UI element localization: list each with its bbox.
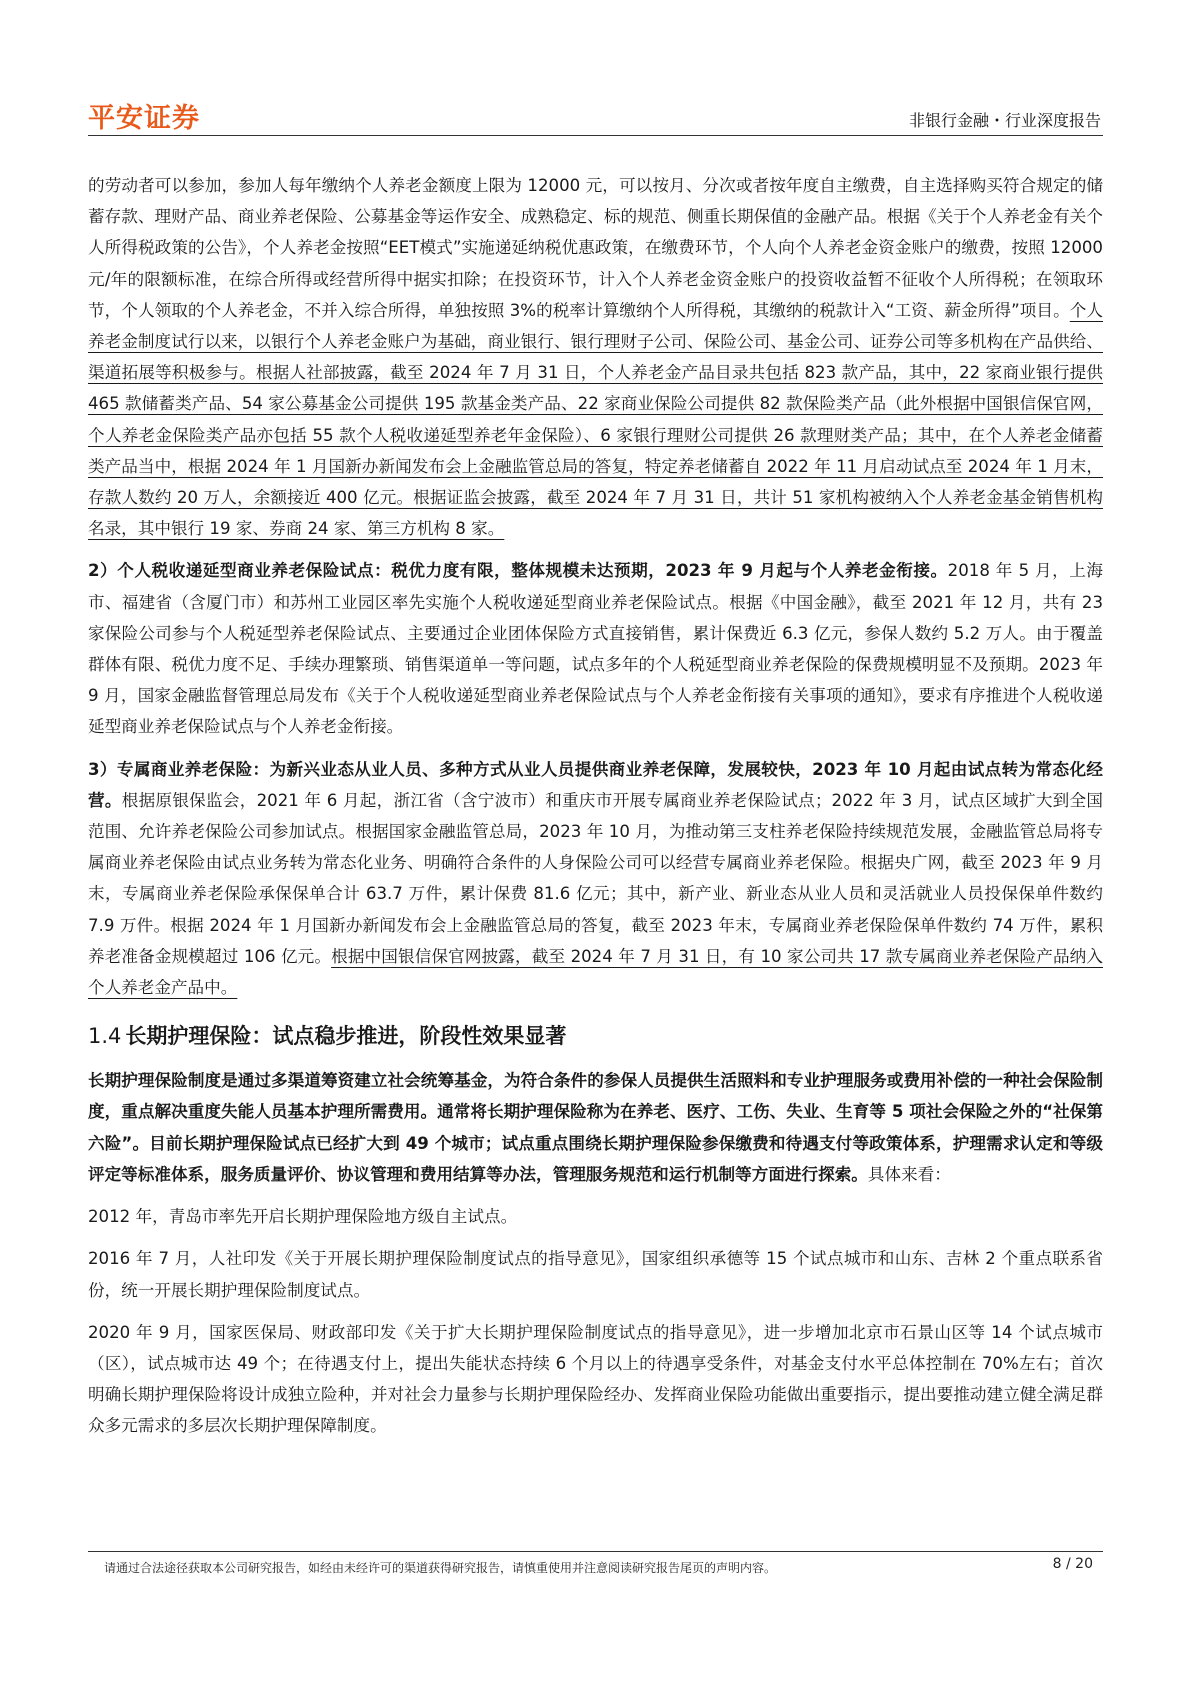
underlined-text: 个人养老金制度试行以来，以银行个人养老金账户为基础，商业银行、银行理财子公司、保险公司、基金公司、证券公司等多机构在产品供给、渠道拓展等积极参与。根据人社部披露，截至 2024 年 7 月 31 日，个人养老金产品目录共包括 823 款产品，其中，22 家商业银行提供 465 款储蓄类产品、54 家公募基金公司提供 195 款基金类产品、22 家商业保险公司提供 82 款保险类产品（此外根据中国银信保官网，个人养老金保险类产品亦包括 55 款个人税收递延型养老年金保险）、6 家银行理财公司提供 26 款理财类产品；其中，在个人养老金储蓄类产品当中，根据 2024 年 1 月国新办新闻发布会上金融监管总局的答复，特定养老储蓄自 2022 年 11 月启动试点至 2024 年 1 月末，存款人数约 20 万人，余额接近 400 亿元。根据证监会披露，截至 2024 年 7 月 31 日，共计 51 家机构被纳入个人养老金基金销售机构名录，其中银行 19 家、券商 24 家、第三方机构 8 家。: [88, 300, 1103, 539]
paragraph-lead: 2）个人税收递延型商业养老保险试点：税优力度有限，整体规模未达预期，2023 年 9 月起与个人养老金衔接。: [88, 561, 948, 581]
report-type-label: 非银行金融・行业深度报告: [908, 111, 1101, 130]
section-number: 1.4: [88, 1024, 122, 1049]
paragraph-text: 具体来看：: [867, 1164, 951, 1184]
company-logo: 平安证券: [88, 103, 200, 134]
paragraph-2016: 2016 年 7 月，人社印发《关于开展长期护理保险制度试点的指导意见》，国家组织承德等 15 个试点城市和山东、吉林 2 个重点联系省份，统一开展长期护理保险制度试点。: [88, 1249, 1103, 1300]
paragraph-tax-deferred-insurance: [88, 555, 1103, 742]
footer-disclaimer: 请通过合法途径获取本公司研究报告，如经由未经许可的渠道获得研究报告，请慎重使用并注意阅读研究报告尾页的声明内容。: [104, 1561, 777, 1575]
report-body: [88, 170, 1103, 1453]
paragraph-lead: 3）专属商业养老保险：为新兴业态从业人员、多种方式从业人员提供商业养老保障，发展较快，2023 年 10 月起由试点转为常态化经营。: [88, 759, 1103, 810]
paragraph-personal-pension: [88, 170, 1103, 544]
paragraph-ltc-intro: [88, 1065, 1103, 1190]
section-heading: [88, 1021, 1103, 1051]
paragraph-lead: 长期护理保险制度是通过多渠道筹资建立社会统筹基金，为符合条件的参保人员提供生活照料和专业护理服务或费用补偿的一种社会保险制度，重点解决重度失能人员基本护理所需费用。通常将长期护理保险称为在养老、医疗、工伤、失业、生育等 5 项社会保险之外的“社保第六险”。目前长期护理保险试点已经扩大到 49 个城市；试点重点围绕长期护理保险参保缴费和待遇支付等政策体系，护理需求认定和等级评定等标准体系，服务质量评价、协议管理和费用结算等办法，管理服务规范和运行机制等方面进行探索。: [88, 1071, 1103, 1184]
footer-divider: [88, 1551, 1103, 1552]
paragraph-text: 2018 年 5 月，上海市、福建省（含厦门市）和苏州工业园区率先实施个人税收递延型商业养老保险试点。根据《中国金融》，截至 2021 年 12 月，共有 23 家保险公司参与个人税延型养老保险试点、主要通过企业团体保险方式直接销售，累计保费近 6.3 亿元，参保人数约 5.2 万人。由于覆盖群体有限、税优力度不足、手续办理繁琐、销售渠道单一等问题，试点多年的个人税延型商业养老保险的保费规模明显不及预期。2023 年 9 月，国家金融监督管理总局发布《关于个人税收递延型商业养老保险试点与个人养老金衔接有关事项的通知》，要求有序推进个人税收递延型商业养老保险试点与个人养老金衔接。: [88, 561, 1103, 737]
paragraph-text: 的劳动者可以参加，参加人每年缴纳个人养老金额度上限为 12000 元，可以按月、分次或者按年度自主缴费，自主选择购买符合规定的储蓄存款、理财产品、商业养老保险、公募基金等运作安全、成熟稳定、标的规范、侧重长期保值的金融产品。根据《关于个人养老金有关个人所得税政策的公告》，个人养老金按照“EET模式”实施递延纳税优惠政策，在缴费环节，个人向个人养老金资金账户的缴费，按照 12000 元/年的限额标准，在综合所得或经营所得中据实扣除；在投资环节，计入个人养老金资金账户的投资收益暂不征收个人所得税；在领取环节，个人领取的个人养老金，不并入综合所得，单独按照 3%的税率计算缴纳个人所得税，其缴纳的税款计入“工资、薪金所得”项目。: [88, 176, 1103, 320]
paragraph-exclusive-commercial-pension: [88, 754, 1103, 1004]
section-title: 长期护理保险：试点稳步推进，阶段性效果显著: [125, 1024, 567, 1049]
paragraph-text: 根据原银保监会，2021 年 6 月起，浙江省（含宁波市）和重庆市开展专属商业养老保险试点；2022 年 3 月，试点区域扩大到全国范围、允许养老保险公司参加试点。根据国家金融监管总局，2023 年 10 月，为推动第三支柱养老保险持续规范发展，金融监管总局将专属商业养老保险由试点业务转为常态化业务、明确符合条件的人身保险公司可以经营专属商业养老保险。根据央广网，截至 2023 年 9 月末，专属商业养老保险承保保单合计 63.7 万件，累计保费 81.6 亿元；其中，新产业、新业态从业人员和灵活就业人员投保保单件数约 7.9 万件。根据 2024 年 1 月国新办新闻发布会上金融监管总局的答复，截至 2023 年末，专属商业养老保险保单件数约 74 万件，累积养老准备金规模超过 106 亿元。: [88, 790, 1104, 966]
header-divider: [88, 135, 1103, 136]
page-header: [88, 96, 1103, 136]
underlined-text: 根据中国银信保官网披露，截至 2024 年 7 月 31 日，有 10 家公司共 17 款专属商业养老保险产品纳入个人养老金产品中。: [88, 946, 1103, 998]
paragraph-2020: 2020 年 9 月，国家医保局、财政部印发《关于扩大长期护理保险制度试点的指导意见》，进一步增加北京市石景山区等 14 个试点城市（区），试点城市达 49 个；在待遇支付上，提出失能状态持续 6 个月以上的待遇享受条件，对基金支付水平总体控制在 70%左右；首次明确长期护理保险将设计成独立险种，并对社会力量参与长期护理保险经办、发挥商业保险功能做出重要指示，提出要推动建立健全满足群众多元需求的多层次长期护理保障制度。: [88, 1322, 1103, 1436]
page-number: 8 / 20: [1052, 1556, 1093, 1572]
paragraph-2012: 2012 年，青岛市率先开启长期护理保险地方级自主试点。: [88, 1207, 518, 1227]
